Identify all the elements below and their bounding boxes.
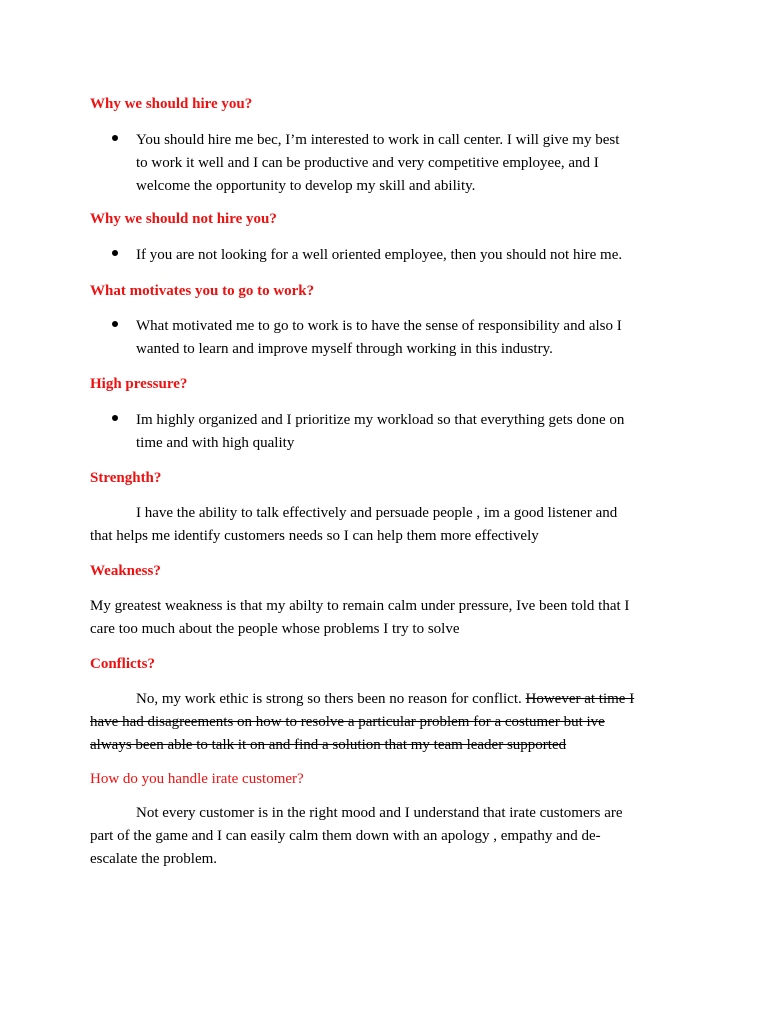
text-line: I have the ability to talk effectively and persuade people , im a good listener and xyxy=(136,505,618,521)
bullet-why-hire xyxy=(112,129,692,198)
text-line: Im highly organized and I prioritize my workload so that everything gets done on xyxy=(136,412,625,428)
text-line: welcome the opportunity to develop my skill and ability. xyxy=(136,178,476,194)
heading-motivates: What motivates you to go to work? xyxy=(90,283,315,299)
bullet-icon xyxy=(112,415,118,421)
bullet-icon xyxy=(112,250,118,256)
text-line xyxy=(90,688,690,711)
text-line: Not every customer is in the right mood and I understand that irate customers are xyxy=(136,805,623,821)
text-line: time and with high quality xyxy=(136,435,295,451)
conflicts-plain-text: No, my work ethic is strong so thers been no reason for conflict. xyxy=(136,691,526,707)
text-line: that helps me identify customers needs so I can help them more effectively xyxy=(90,528,539,544)
text-line: part of the game and I can easily calm them down with an apology , empathy and de- xyxy=(90,828,601,844)
struck-text-line: always been able to talk it on and find a solution that my team leader supported xyxy=(90,737,567,753)
text-line: You should hire me bec, I’m interested to work in call center. I will give my best xyxy=(136,132,620,148)
text-line: What motivated me to go to work is to have the sense of responsibility and also I xyxy=(136,318,622,334)
text-line: escalate the problem. xyxy=(90,851,218,867)
heading-high-pressure: High pressure? xyxy=(90,376,188,392)
heading-why-not-hire: Why we should not hire you? xyxy=(90,211,277,227)
heading-strength: Strenghth? xyxy=(90,470,162,486)
bullet-icon xyxy=(112,135,118,141)
text-line: My greatest weakness is that my abilty to remain calm under pressure, Ive been told that I xyxy=(90,598,630,614)
text-line: to work it well and I can be productive and very competitive employee, and I xyxy=(136,155,599,171)
text-line: If you are not looking for a well oriented employee, then you should not hire me. xyxy=(136,247,623,263)
heading-irate-customer: How do you handle irate customer? xyxy=(90,771,304,787)
bullet-why-not-hire xyxy=(112,244,692,267)
text-line: care too much about the people whose problems I try to solve xyxy=(90,621,460,637)
paragraph-weakness xyxy=(90,595,690,641)
heading-why-hire: Why we should hire you? xyxy=(90,96,253,112)
paragraph-strength xyxy=(90,502,690,548)
bullet-motivates xyxy=(112,315,692,361)
heading-conflicts: Conflicts? xyxy=(90,656,155,672)
bullet-high-pressure xyxy=(112,409,692,455)
conflicts-struck-text: However at time I xyxy=(525,691,635,707)
bullet-icon xyxy=(112,321,118,327)
text-line: wanted to learn and improve myself through working in this industry. xyxy=(136,341,553,357)
struck-text-line: have had disagreements on how to resolve a particular problem for a costumer but ive xyxy=(90,714,605,730)
paragraph-conflicts xyxy=(90,688,690,757)
heading-weakness: Weakness? xyxy=(90,563,161,579)
paragraph-irate-customer xyxy=(90,802,690,871)
